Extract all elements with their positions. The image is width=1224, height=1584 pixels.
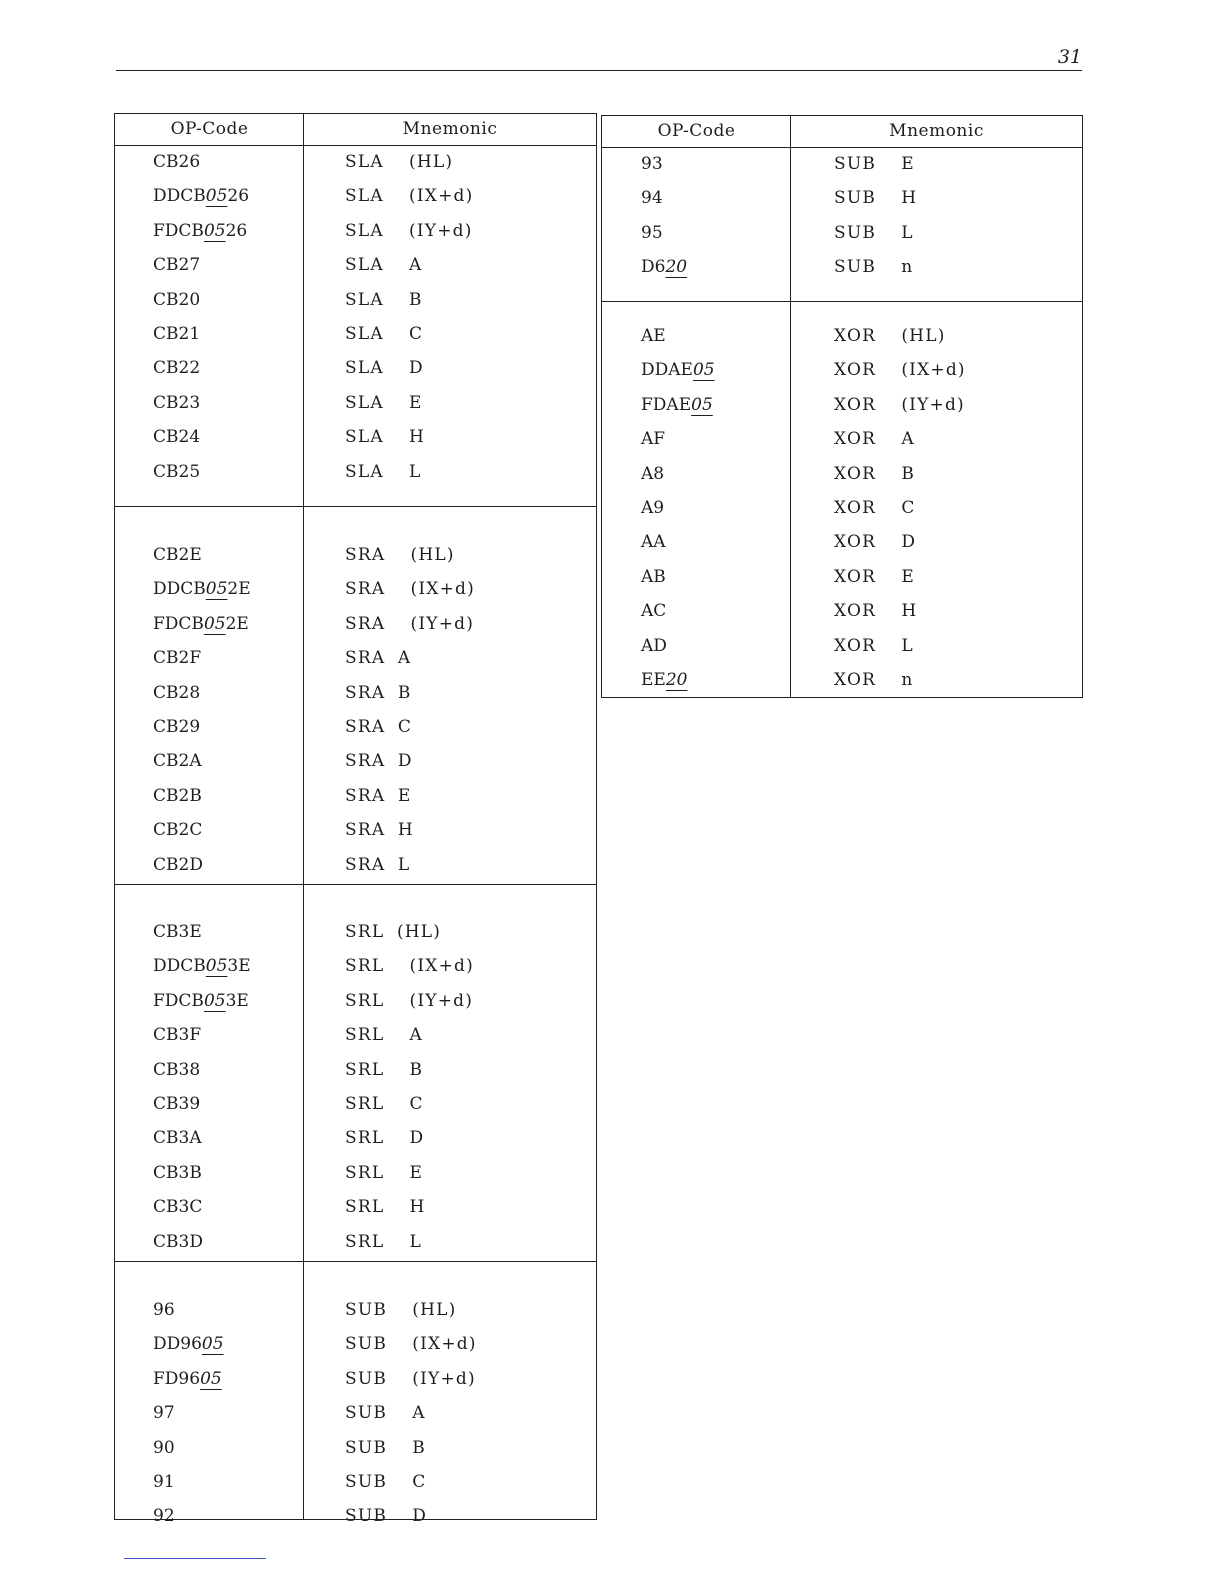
opcode-cell <box>153 951 251 981</box>
opcode-part: CB3E <box>153 922 202 942</box>
opcode-part: EE <box>641 670 666 690</box>
mnemonic-cell: SLA A <box>345 255 423 276</box>
mnemonic-cell: SLA E <box>345 392 423 413</box>
table-row <box>115 643 596 673</box>
opcode-part: CB3F <box>153 1025 202 1046</box>
table-row <box>115 850 596 880</box>
mnemonic-cell: SRA A <box>345 648 412 669</box>
opcode-cell <box>153 1364 222 1394</box>
opcode-part: FD96 <box>153 1368 201 1389</box>
opcode-cell <box>641 665 687 695</box>
opcode-cell <box>153 574 251 604</box>
opcode-part: AB <box>641 566 666 587</box>
table-row <box>115 1398 596 1428</box>
opcode-operand-placeholder: 05 <box>205 956 228 977</box>
opcode-part: 97 <box>153 1403 175 1424</box>
mnemonic-cell: SRA (IX+d) <box>345 579 475 600</box>
opcode-cell <box>153 609 249 639</box>
opcode-part: CB20 <box>153 289 201 310</box>
table-row <box>602 424 1082 454</box>
mnemonic-cell: SRL A <box>345 1025 424 1046</box>
mnemonic-cell: SRA (HL) <box>345 545 455 565</box>
opcode-part: 90 <box>153 1437 175 1458</box>
mnemonic-cell: SRL D <box>345 1128 425 1149</box>
mnemonic-cell: SRA H <box>345 820 414 841</box>
mnemonic-cell: SUB (HL) <box>345 1300 457 1320</box>
mnemonic-cell: XOR L <box>834 635 914 656</box>
opcode-operand-placeholder: 05 <box>203 990 226 1011</box>
table-row <box>602 390 1082 420</box>
opcode-cell <box>153 147 200 177</box>
table-row <box>115 1295 596 1325</box>
opcode-part: FDCB <box>153 220 204 241</box>
opcode-part: AD <box>641 635 667 656</box>
opcode-part: AA <box>641 532 666 553</box>
opcode-cell <box>153 678 200 708</box>
mnemonic-cell: SRL (HL) <box>345 922 442 942</box>
table-row <box>115 1123 596 1153</box>
opcode-part: FDCB <box>153 990 204 1011</box>
mnemonic-cell: XOR (HL) <box>834 326 946 346</box>
opcode-part: CB21 <box>153 324 201 344</box>
table-row <box>115 1364 596 1394</box>
mnemonic-cell: SUB L <box>834 222 914 243</box>
mnemonic-cell: SRA C <box>345 717 413 737</box>
opcode-cell <box>153 353 200 383</box>
opcode-cell <box>153 319 200 349</box>
header-opcode: OP-Code <box>657 121 736 141</box>
mnemonic-cell: SUB A <box>345 1403 426 1424</box>
mnemonic-cell: XOR (IY+d) <box>834 394 965 415</box>
opcode-part: CB3B <box>153 1162 202 1183</box>
opcode-part: CB2D <box>153 854 203 875</box>
table-row <box>115 422 596 452</box>
opcode-part: CB26 <box>153 152 201 172</box>
mnemonic-cell: XOR D <box>834 532 917 553</box>
opcode-cell <box>153 1192 202 1222</box>
opcode-part: 92 <box>153 1506 175 1527</box>
table-row <box>115 540 596 570</box>
opcode-operand-placeholder: 05 <box>201 1334 224 1355</box>
table-row <box>602 252 1082 282</box>
mnemonic-cell: SLA L <box>345 461 422 482</box>
opcode-part: 26 <box>225 220 248 241</box>
mnemonic-cell: XOR C <box>834 498 916 518</box>
opcode-cell <box>641 252 687 282</box>
opcode-cell <box>153 457 200 487</box>
opcode-cell <box>641 631 667 661</box>
opcode-cell <box>153 1467 175 1497</box>
table-row <box>115 1329 596 1359</box>
mnemonic-cell: SRA E <box>345 785 412 806</box>
opcode-part: CB2A <box>153 751 202 772</box>
mnemonic-cell: SRL B <box>345 1059 424 1080</box>
table-row <box>115 353 596 383</box>
opcode-cell <box>153 216 247 246</box>
table-row <box>602 149 1082 179</box>
mnemonic-cell: SLA C <box>345 324 424 344</box>
mnemonic-cell: SLA B <box>345 289 423 310</box>
table-row <box>602 459 1082 489</box>
opcode-cell <box>153 250 200 280</box>
opcode-cell <box>641 321 666 351</box>
opcode-cell <box>153 285 200 315</box>
table-row <box>602 355 1082 385</box>
opcode-part: CB27 <box>153 255 201 276</box>
group-divider <box>115 1261 596 1262</box>
opcode-operand-placeholder: 05 <box>691 394 713 415</box>
mnemonic-cell: SUB (IX+d) <box>345 1334 477 1355</box>
table-row <box>115 1501 596 1531</box>
opcode-part: CB22 <box>153 358 201 379</box>
opcode-part: 93 <box>641 154 663 174</box>
table-row <box>115 1020 596 1050</box>
opcode-operand-placeholder: 05 <box>203 220 226 241</box>
opcode-cell <box>153 388 200 418</box>
mnemonic-cell: SRA L <box>345 854 411 875</box>
table-row <box>115 815 596 845</box>
table-row <box>115 986 596 1016</box>
mnemonic-cell: SRL H <box>345 1197 426 1218</box>
table-row <box>115 1158 596 1188</box>
opcode-cell <box>153 1055 200 1085</box>
opcode-cell <box>641 390 713 420</box>
table-row <box>602 631 1082 661</box>
table-row <box>602 493 1082 523</box>
table-row <box>602 562 1082 592</box>
table-row <box>115 250 596 280</box>
opcode-table-right <box>601 115 1083 698</box>
opcode-cell <box>153 781 202 811</box>
opcode-part: CB2E <box>153 545 202 565</box>
opcode-part: AC <box>641 601 667 622</box>
opcode-part: CB2C <box>153 820 203 841</box>
mnemonic-cell: SLA (HL) <box>345 152 454 172</box>
opcode-part: DDCB <box>153 579 206 600</box>
table-row <box>602 596 1082 626</box>
table-row <box>115 1055 596 1085</box>
opcode-operand-placeholder: 05 <box>200 1368 222 1389</box>
table-row <box>115 781 596 811</box>
mnemonic-cell: SLA H <box>345 427 426 448</box>
opcode-cell <box>153 712 200 742</box>
mnemonic-cell: SRL E <box>345 1162 424 1183</box>
mnemonic-cell: XOR B <box>834 463 916 484</box>
table-row <box>115 1467 596 1497</box>
header-mnemonic: Mnemonic <box>889 121 984 141</box>
header-opcode: OP-Code <box>170 119 249 139</box>
mnemonic-cell: SRA (IY+d) <box>345 613 475 634</box>
mnemonic-cell: SRA D <box>345 751 413 772</box>
opcode-cell <box>153 1329 224 1359</box>
mnemonic-cell: XOR (IX+d) <box>834 360 966 381</box>
group-divider <box>115 506 596 507</box>
opcode-part: 26 <box>227 186 250 207</box>
mnemonic-cell: SLA (IX+d) <box>345 186 474 207</box>
mnemonic-cell: SRA B <box>345 682 412 703</box>
opcode-cell <box>153 643 201 673</box>
opcode-cell <box>153 917 202 947</box>
table-row <box>602 218 1082 248</box>
table-row <box>115 388 596 418</box>
opcode-part: CB39 <box>153 1094 201 1114</box>
opcode-part: DD96 <box>153 1334 202 1355</box>
mnemonic-cell: SRL C <box>345 1094 424 1114</box>
opcode-operand-placeholder: 20 <box>665 670 688 690</box>
opcode-part: 96 <box>153 1300 175 1320</box>
opcode-part: CB24 <box>153 427 201 448</box>
opcode-part: CB2F <box>153 648 202 669</box>
table-row <box>115 147 596 177</box>
opcode-cell <box>153 1295 175 1325</box>
opcode-part: A8 <box>641 463 665 484</box>
mnemonic-cell: XOR H <box>834 601 918 622</box>
table-row <box>602 321 1082 351</box>
opcode-part: CB3C <box>153 1197 203 1218</box>
opcode-part: CB3D <box>153 1231 203 1252</box>
opcode-operand-placeholder: 05 <box>205 579 228 600</box>
opcode-cell <box>153 1123 202 1153</box>
opcode-part: 2E <box>225 613 249 634</box>
table-row <box>602 527 1082 557</box>
table-row <box>115 457 596 487</box>
footer-rule <box>124 1558 266 1559</box>
opcode-part: DDCB <box>153 956 206 977</box>
opcode-cell <box>153 1433 175 1463</box>
opcode-part: 95 <box>641 222 663 243</box>
opcode-cell <box>153 540 202 570</box>
opcode-part: CB38 <box>153 1059 201 1080</box>
header-rule-line <box>602 147 1082 148</box>
table-row <box>115 678 596 708</box>
opcode-part: FDAE <box>641 394 692 415</box>
group-divider <box>115 884 596 885</box>
table-row <box>115 712 596 742</box>
table-row <box>115 917 596 947</box>
page-number: 31 <box>1057 46 1082 68</box>
opcode-part: 94 <box>641 188 663 209</box>
mnemonic-cell: XOR A <box>834 429 915 450</box>
mnemonic-cell: XOR n <box>834 670 914 690</box>
mnemonic-cell: SLA D <box>345 358 424 379</box>
opcode-cell <box>641 493 664 523</box>
opcode-cell <box>641 596 666 626</box>
table-row <box>602 665 1082 695</box>
opcode-part: CB3A <box>153 1128 202 1149</box>
mnemonic-cell: SUB C <box>345 1472 427 1492</box>
opcode-part: CB23 <box>153 392 201 413</box>
opcode-part: AF <box>641 429 666 450</box>
opcode-cell <box>641 218 663 248</box>
table-row <box>115 951 596 981</box>
table-row <box>115 181 596 211</box>
table-row <box>115 285 596 315</box>
table-row <box>115 216 596 246</box>
table-row <box>115 319 596 349</box>
opcode-part: 3E <box>225 990 249 1011</box>
opcode-cell <box>641 424 665 454</box>
mnemonic-cell: SRL L <box>345 1231 423 1252</box>
opcode-part: 91 <box>153 1472 175 1492</box>
table-row <box>115 746 596 776</box>
opcode-cell <box>153 1227 203 1257</box>
opcode-operand-placeholder: 05 <box>692 360 715 381</box>
opcode-part: 3E <box>227 956 251 977</box>
table-row <box>115 1227 596 1257</box>
header-rule <box>116 70 1082 71</box>
opcode-part: CB2B <box>153 785 202 806</box>
opcode-operand-placeholder: 05 <box>203 613 226 634</box>
opcode-part: CB29 <box>153 717 201 737</box>
opcode-operand-placeholder: 05 <box>205 186 228 207</box>
opcode-cell <box>641 527 666 557</box>
mnemonic-cell: SUB H <box>834 188 918 209</box>
opcode-cell <box>153 1020 201 1050</box>
mnemonic-cell: SUB E <box>834 154 915 174</box>
table-row <box>115 1433 596 1463</box>
opcode-part: 2E <box>227 579 251 600</box>
opcode-part: AE <box>641 326 666 346</box>
opcode-cell <box>153 422 200 452</box>
mnemonic-cell: SLA (IY+d) <box>345 220 473 241</box>
opcode-cell <box>641 562 666 592</box>
opcode-part: DDAE <box>641 360 693 381</box>
mnemonic-cell: SUB n <box>834 257 914 278</box>
opcode-cell <box>153 1501 175 1531</box>
table-row <box>602 183 1082 213</box>
opcode-table-left <box>114 113 597 1527</box>
opcode-cell <box>641 459 664 489</box>
opcode-cell <box>153 850 203 880</box>
opcode-cell <box>641 183 663 213</box>
opcode-part: A9 <box>641 498 665 518</box>
opcode-part: CB25 <box>153 461 201 482</box>
header-rule-line <box>115 145 596 146</box>
mnemonic-cell: SRL (IY+d) <box>345 990 474 1011</box>
opcode-cell <box>153 815 202 845</box>
mnemonic-cell: SUB D <box>345 1506 428 1527</box>
opcode-part: D6 <box>641 257 666 278</box>
opcode-cell <box>153 1158 202 1188</box>
opcode-cell <box>641 355 715 385</box>
mnemonic-cell: SUB (IY+d) <box>345 1368 476 1389</box>
table-row <box>115 1192 596 1222</box>
opcode-part: DDCB <box>153 186 206 207</box>
opcode-cell <box>153 181 249 211</box>
opcode-cell <box>153 1398 175 1428</box>
table-row <box>115 1089 596 1119</box>
table-row <box>115 609 596 639</box>
opcode-cell <box>153 1089 200 1119</box>
opcode-operand-placeholder: 20 <box>665 257 688 278</box>
mnemonic-cell: XOR E <box>834 566 915 587</box>
table-row <box>115 574 596 604</box>
opcode-part: CB28 <box>153 682 201 703</box>
opcode-cell <box>153 746 202 776</box>
header-mnemonic: Mnemonic <box>402 119 498 139</box>
mnemonic-cell: SUB B <box>345 1437 426 1458</box>
group-divider <box>602 301 1082 302</box>
opcode-part: FDCB <box>153 613 204 634</box>
opcode-cell <box>153 986 249 1016</box>
opcode-cell <box>641 149 663 179</box>
mnemonic-cell: SRL (IX+d) <box>345 956 474 977</box>
